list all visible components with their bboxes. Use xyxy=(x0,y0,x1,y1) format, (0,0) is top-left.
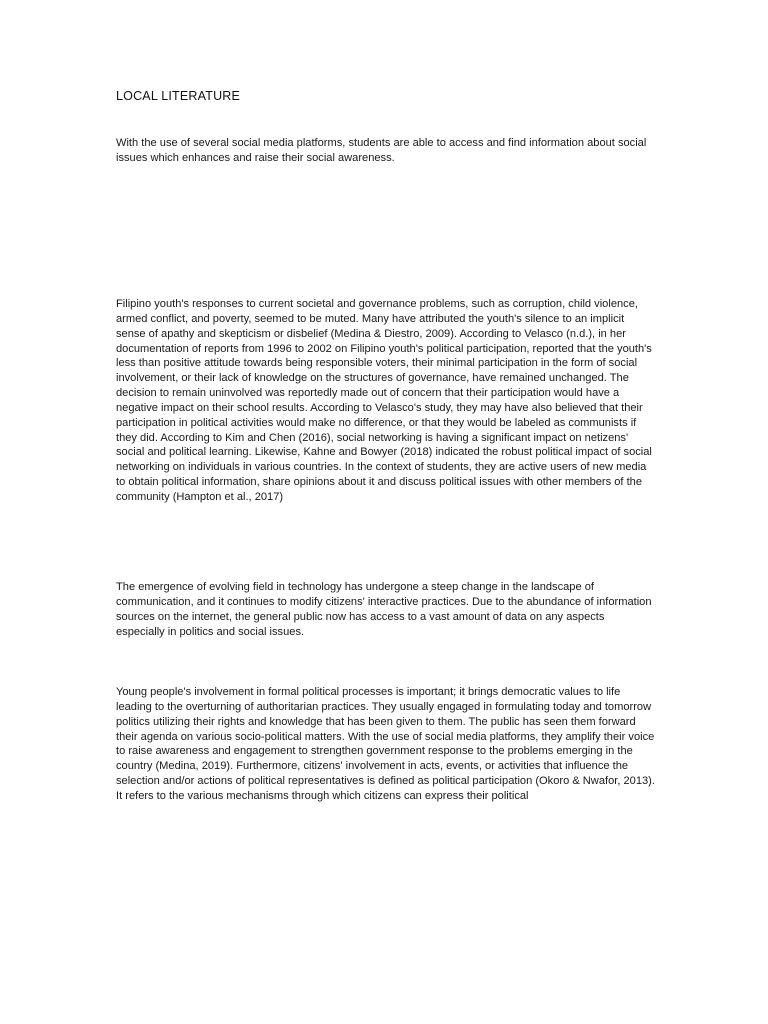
paragraph-filipino-youth-responses: Filipino youth's responses to current societal and governance problems, such as corruption, child violence, armed conflict, and poverty, seemed to be muted. Many have attributed the youth's silence to an implicit sense of apathy and skepticism or disbelief (Medina & Diestro, 2009). According to Velasco (n.d.), in her documentation of reports from 1996 to 2002 on Filipino youth's political participation, reported that the youth's less than positive attitude towards being responsible voters, their minimal participation in the form of social involvement, or their lack of knowledge on the structures of governance, have remained unchanged. The decision to remain uninvolved was reportedly made out of concern that their participation would have a negative impact on their school results. According to Velasco's study, they may have also believed that their participation in political activities would make no difference, or that they would be labeled as communists if they did. According to Kim and Chen (2016), social networking is having a significant impact on netizens' social and political learning. Likewise, Kahne and Bowyer (2018) indicated the robust political impact of social networking on individuals in various countries. In the context of students, they are active users of new media to obtain political information, share opinions about it and discuss political issues with other members of the community (Hampton et al., 2017) xyxy=(116,298,652,503)
paragraph-evolving-technology: The emergence of evolving field in technology has undergone a steep change in the landscape of communication, and it continues to modify citizens' interactive practices. Due to the abundance of information sources on the internet, the general public now has access to a vast amount of data on any aspects especially in politics and social issues. xyxy=(116,581,652,638)
paragraph-social-media-awareness: With the use of several social media platforms, students are able to access and find information about social issues which enhances and raise their social awareness. xyxy=(116,137,647,164)
paragraph-young-people-involvement: Young people's involvement in formal political processes is important; it brings democratic values to life leading to the overturning of authoritarian practices. They usually engaged in formulating today and tomorrow politics utilizing their rights and knowledge that has been given to them. The public has seen them forward their agenda on various socio-political matters. With the use of social media platforms, they amplify their voice to raise awareness and engagement to strengthen government response to the problems emerging in the country (Medina, 2019). Furthermore, citizens' involvement in acts, events, or activities that influence the selection and/or actions of political representatives is defined as political participation (Okoro & Nwafor, 2013). It refers to the various mechanisms through which citizens can express their political xyxy=(116,686,655,802)
document-heading: LOCAL LITERATURE xyxy=(116,89,241,103)
